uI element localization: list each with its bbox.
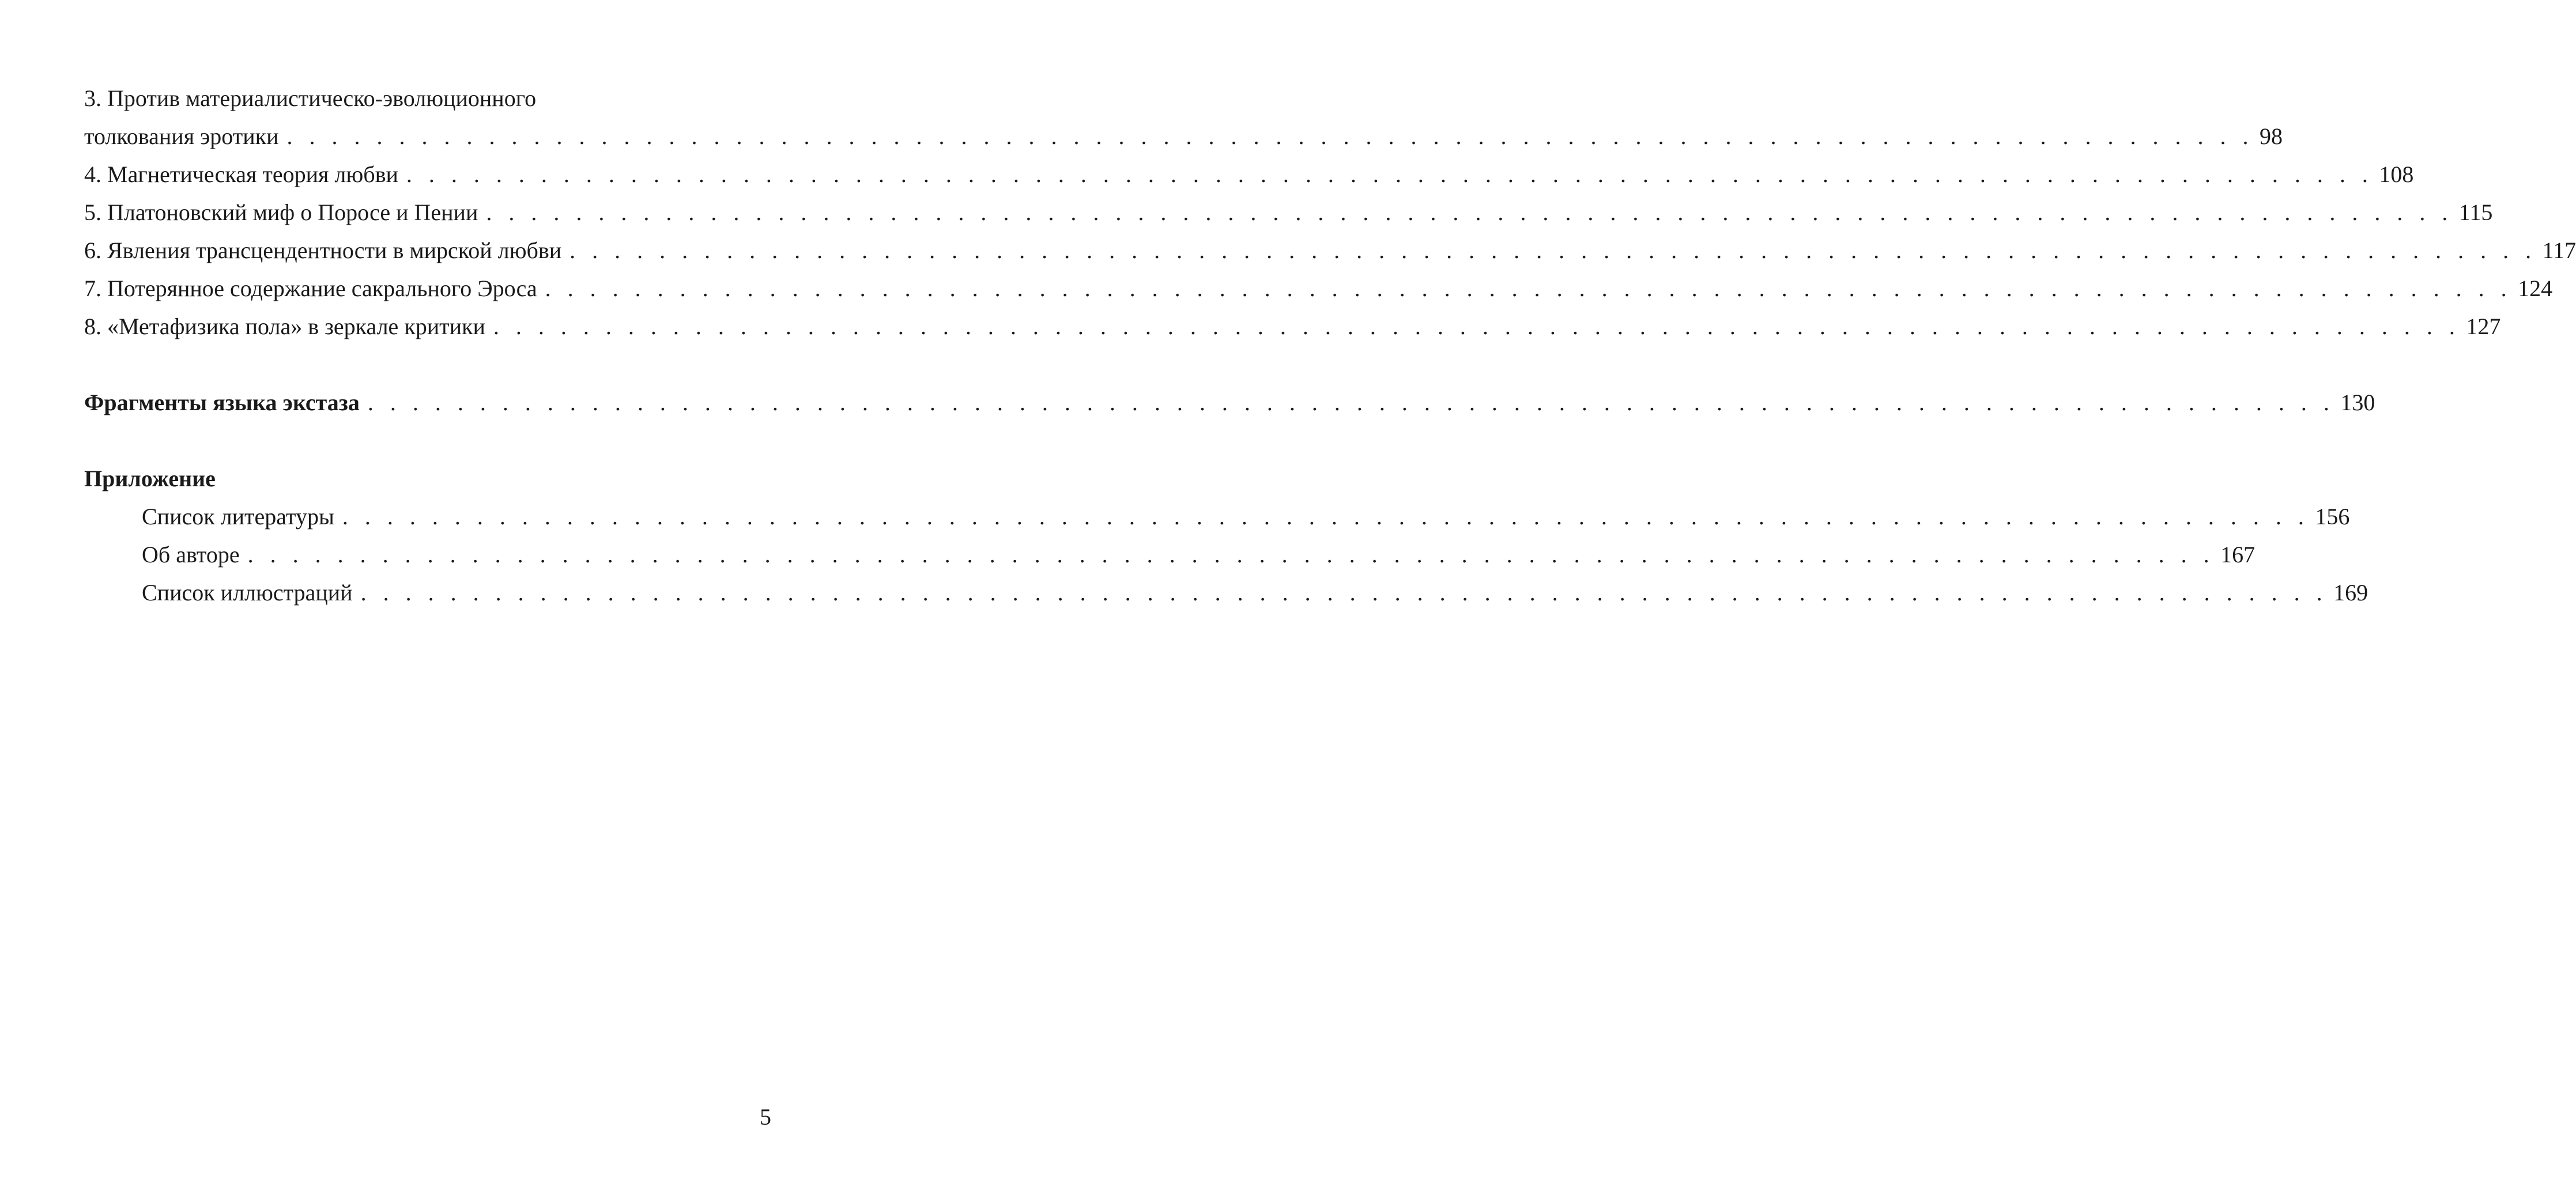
toc-entry-fragments: [84, 384, 2375, 422]
toc-entry-title: Список иллюстраций: [142, 580, 353, 606]
toc-entry-about-author: [84, 536, 2256, 574]
toc-page-number: 117: [2542, 237, 2576, 263]
toc-entry-title: 4. Магнетическая теория любви: [84, 161, 398, 187]
toc-page-number: 130: [2340, 389, 2375, 415]
toc-entry-title: 3. Против материалистическо-эволюционного: [84, 85, 537, 111]
toc-page-number: 108: [2379, 161, 2414, 187]
appendix-heading: Приложение: [84, 466, 216, 491]
toc-page-number: 115: [2458, 199, 2493, 225]
dot-leader: . . . . . . . . . . . . . . . . . . . . . . . . . . . . . . . . . . . . . . . . . . . . . . . . . . . . . . . . . . . . . . . . . . . . . . . . . . . . . . . . . . . . . . . .: [486, 199, 2453, 225]
toc-entry-6: [84, 232, 2576, 270]
toc-entry-title: Фрагменты языка экстаза: [84, 389, 360, 415]
dot-leader: . . . . . . . . . . . . . . . . . . . . . . . . . . . . . . . . . . . . . . . . . . . . . . . . . . . . . . . . . . . . . . . . . . . . . . . . . . . . . . . . . . . . . . . .: [545, 275, 2513, 301]
toc-entry-title: Список литературы: [142, 504, 334, 530]
dot-leader: . . . . . . . . . . . . . . . . . . . . . . . . . . . . . . . . . . . . . . . . . . . . . . . . . . . . . . . . . . . . . . . . . . . . . . . . . . . . . . . . . . . . . . . .: [286, 123, 2254, 149]
toc-entry-title: толкования эротики: [84, 123, 279, 149]
toc-entry-title: 7. Потерянное содержание сакрального Эроса: [84, 275, 537, 301]
dot-leader: . . . . . . . . . . . . . . . . . . . . . . . . . . . . . . . . . . . . . . . . . . . . . . . . . . . . . . . . . . . . . . . . . . . . . . . . . . . . . . . . . . . . . . . .: [406, 161, 2374, 187]
spacer: [84, 422, 750, 460]
toc-entry-title: Об авторе: [142, 542, 240, 568]
toc-page-number: 167: [2220, 542, 2256, 568]
toc-page-number: 98: [2259, 123, 2283, 149]
toc-entry-title: 8. «Метафизика пола» в зеркале критики: [84, 313, 485, 339]
toc-entry-3-line-2: [84, 118, 2283, 156]
toc-entry-4: [84, 156, 2414, 194]
toc-entry-title: 6. Явления трансцендентности в мирской любви: [84, 237, 562, 263]
toc-entry-illustrations: [84, 574, 2368, 612]
spacer: [84, 346, 750, 384]
dot-leader: . . . . . . . . . . . . . . . . . . . . . . . . . . . . . . . . . . . . . . . . . . . . . . . . . . . . . . . . . . . . . . . . . . . . . . . . . . . . . . . . . . . . . . . .: [367, 389, 2335, 415]
toc-entry-3-line-1: [84, 80, 750, 118]
toc-page-number: 124: [2518, 275, 2553, 301]
toc-entry-8: [84, 308, 2501, 346]
dot-leader: . . . . . . . . . . . . . . . . . . . . . . . . . . . . . . . . . . . . . . . . . . . . . . . . . . . . . . . . . . . . . . . . . . . . . . . . . . . . . . . . . . . . . . . .: [247, 542, 2215, 568]
toc-entry-bibliography: [84, 498, 2350, 536]
toc-page-number: 169: [2333, 580, 2368, 606]
dot-leader: . . . . . . . . . . . . . . . . . . . . . . . . . . . . . . . . . . . . . . . . . . . . . . . . . . . . . . . . . . . . . . . . . . . . . . . . . . . . . . . . . . . . . . . .: [569, 237, 2537, 263]
toc-entry-5: [84, 194, 2493, 232]
page-number: 5: [760, 1104, 771, 1130]
dot-leader: . . . . . . . . . . . . . . . . . . . . . . . . . . . . . . . . . . . . . . . . . . . . . . . . . . . . . . . . . . . . . . . . . . . . . . . . . . . . . . . . . . . . . . . .: [342, 504, 2310, 530]
dot-leader: . . . . . . . . . . . . . . . . . . . . . . . . . . . . . . . . . . . . . . . . . . . . . . . . . . . . . . . . . . . . . . . . . . . . . . . . . . . . . . . . . . . . . . . .: [493, 313, 2461, 339]
table-of-contents: [84, 80, 2576, 612]
dot-leader: . . . . . . . . . . . . . . . . . . . . . . . . . . . . . . . . . . . . . . . . . . . . . . . . . . . . . . . . . . . . . . . . . . . . . . . . . . . . . . . . . . . . . . . .: [360, 580, 2328, 606]
toc-page-number: 127: [2466, 313, 2501, 339]
toc-entry-title: 5. Платоновский миф о Поросе и Пении: [84, 199, 478, 225]
toc-page-number: 156: [2315, 504, 2350, 530]
toc-entry-7: [84, 270, 2553, 308]
